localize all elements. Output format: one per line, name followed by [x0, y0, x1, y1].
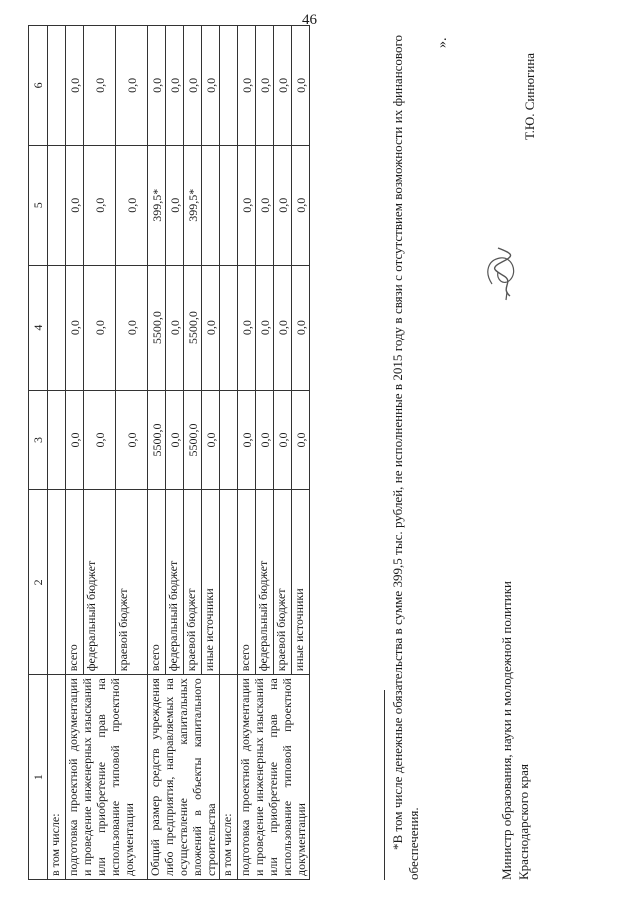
header-cell: 4 — [29, 265, 48, 390]
handwritten-signature — [480, 242, 524, 302]
value-cell: 0,0 — [292, 26, 310, 146]
value-cell: 0,0 — [66, 145, 84, 265]
value-cell: 0,0 — [274, 26, 292, 146]
footnote-text: *В том числе денежные обязательства в сумме 399,5 тыс. рублей, не исполненные в 2015 году в связи с отсутствием возможности их финансового обеспечения. — [390, 35, 421, 880]
value-cell: 0,0 — [238, 145, 256, 265]
table-header-row — [29, 26, 48, 880]
value-cell: 0,0 — [292, 390, 310, 490]
value-cell: 0,0 — [292, 265, 310, 390]
closing-quote: ». — [435, 37, 450, 48]
page-number: 46 — [302, 12, 317, 28]
row-label: подготовка проектной документации и проведение инженерных изысканий или приобретение прав на использование типовой проектной документации — [66, 675, 148, 880]
in-that-number-label: в том числе: — [48, 675, 66, 880]
rotated-page — [20, 25, 620, 880]
source-cell: краевой бюджет — [184, 490, 202, 675]
source-cell: всего — [66, 490, 84, 675]
value-cell: 0,0 — [116, 26, 148, 146]
value-cell: 0,0 — [148, 26, 166, 146]
value-cell: 0,0 — [184, 26, 202, 146]
value-cell: 0,0 — [256, 145, 274, 265]
value-cell: 0,0 — [84, 390, 116, 490]
footnote — [390, 35, 422, 880]
table-row — [220, 26, 238, 880]
signer-name: Т.Ю. Синюгина — [522, 52, 537, 140]
source-cell: краевой бюджет — [274, 490, 292, 675]
source-cell: иные источники — [202, 490, 220, 675]
row-label: подготовка проектной документации и проведение инженерных изысканий или приобретение прав на использование типовой проектной документации — [238, 675, 310, 880]
table-row — [148, 26, 166, 880]
value-cell: 0,0 — [274, 265, 292, 390]
value-cell: 0,0 — [202, 390, 220, 490]
value-cell: 0,0 — [274, 390, 292, 490]
source-cell: иные источники — [292, 490, 310, 675]
value-cell: 0,0 — [256, 26, 274, 146]
header-cell: 2 — [29, 490, 48, 675]
value-cell: 0,0 — [256, 265, 274, 390]
value-cell: 399,5* — [148, 145, 166, 265]
value-cell: 0,0 — [166, 265, 184, 390]
value-cell: 0,0 — [238, 26, 256, 146]
source-cell: всего — [238, 490, 256, 675]
source-cell: краевой бюджет — [116, 490, 148, 675]
value-cell: 0,0 — [116, 145, 148, 265]
value-cell: 0,0 — [66, 265, 84, 390]
value-cell: 0,0 — [66, 390, 84, 490]
header-cell: 5 — [29, 145, 48, 265]
source-cell: федеральный бюджет — [166, 490, 184, 675]
value-cell: 0,0 — [238, 390, 256, 490]
in-that-number-label: в том числе: — [220, 675, 238, 880]
value-cell: 5500,0 — [184, 390, 202, 490]
row-label: Общий размер средств учреждения либо предприятия, направляемых на осуществление капитальных вложений в объекты капитального строительства — [148, 675, 220, 880]
value-cell: 5500,0 — [148, 265, 166, 390]
value-cell: 0,0 — [66, 26, 84, 146]
value-cell: 0,0 — [116, 265, 148, 390]
finance-table — [28, 25, 310, 880]
footnote-divider — [384, 690, 385, 880]
value-cell: 0,0 — [202, 26, 220, 146]
table-row — [48, 26, 66, 880]
value-cell: 0,0 — [84, 145, 116, 265]
value-cell: 0,0 — [292, 145, 310, 265]
value-cell: 0,0 — [84, 265, 116, 390]
header-cell: 1 — [29, 675, 48, 880]
value-cell: 5500,0 — [184, 265, 202, 390]
value-cell — [202, 145, 220, 265]
source-cell: всего — [148, 490, 166, 675]
value-cell: 399,5* — [184, 145, 202, 265]
signer-title: Министр образования, науки и молодежной политики Краснодарского края — [499, 581, 531, 880]
header-cell: 3 — [29, 390, 48, 490]
value-cell: 0,0 — [166, 26, 184, 146]
value-cell: 0,0 — [166, 145, 184, 265]
table-row — [238, 26, 256, 880]
value-cell: 0,0 — [238, 265, 256, 390]
source-cell: федеральный бюджет — [256, 490, 274, 675]
value-cell: 0,0 — [256, 390, 274, 490]
header-cell: 6 — [29, 26, 48, 146]
table-row — [66, 26, 84, 880]
value-cell: 0,0 — [274, 145, 292, 265]
source-cell: федеральный бюджет — [84, 490, 116, 675]
value-cell: 5500,0 — [148, 390, 166, 490]
value-cell: 0,0 — [202, 265, 220, 390]
value-cell: 0,0 — [84, 26, 116, 146]
value-cell: 0,0 — [116, 390, 148, 490]
value-cell: 0,0 — [166, 390, 184, 490]
